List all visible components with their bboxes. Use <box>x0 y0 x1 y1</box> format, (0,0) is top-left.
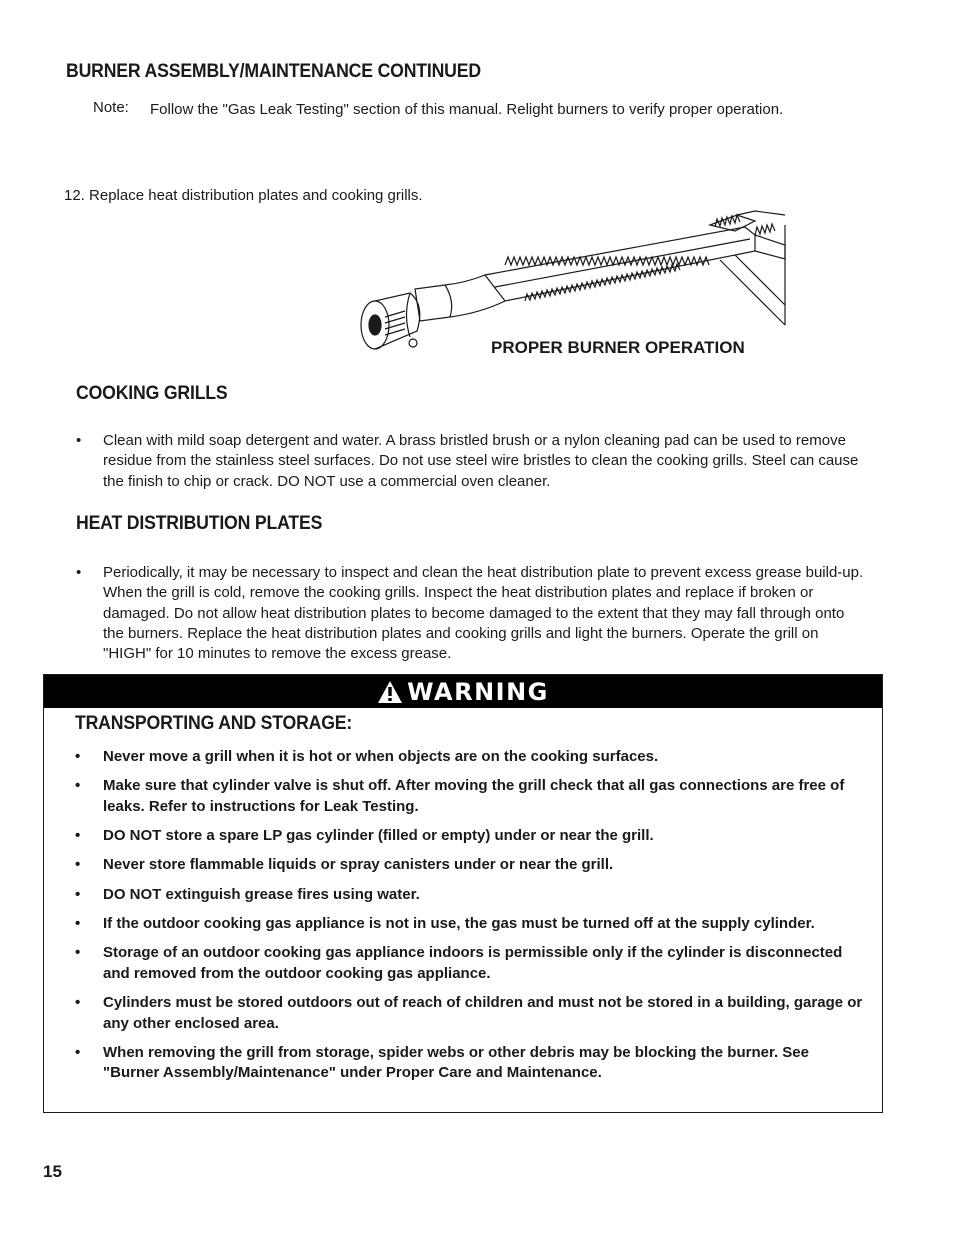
list-item-text: DO NOT extinguish grease fires using water. <box>103 885 420 903</box>
warning-box <box>43 674 883 1113</box>
list-item <box>75 943 865 984</box>
burner-flames-back <box>505 257 709 265</box>
list-item <box>75 1043 865 1084</box>
list-item-text: If the outdoor cooking gas appliance is not in use, the gas must be turned off at the supply cylinder. <box>103 914 815 932</box>
bullet-glyph: • <box>75 827 81 845</box>
bullet-glyph: • <box>75 1043 81 1061</box>
warning-triangle-icon <box>377 680 403 704</box>
warning-list <box>75 747 865 1093</box>
list-item <box>75 776 865 817</box>
bullet-glyph: • <box>76 564 82 581</box>
list-item-text: Never move a grill when it is hot or when objects are on the cooking surfaces. <box>103 748 659 765</box>
list-item-text: When removing the grill from storage, spider webs or other debris may be blocking the burner. See "Burner Assembly/Maintenance" under Proper Care and Maintenance. <box>103 1043 809 1082</box>
list-item-text: Periodically, it may be necessary to inspect and clean the heat distribution plate to prevent excess grease build-up. When the grill is cold, remove the cooking grills. Inspect the heat distribution plates and replace if broken or damaged. Do not allow heat distribution plates to become damaged to the extent that they may fall through onto the burners. Replace the heat distribution plates and cooking grills and light the burners. Operate the grill on "HIGH" for 10 minutes to remove the excess grease. <box>103 564 864 663</box>
cooking-grills-list <box>76 431 866 492</box>
list-item <box>75 914 865 935</box>
bullet-glyph: • <box>75 994 81 1012</box>
heat-plates-list <box>76 563 866 664</box>
list-item <box>75 855 865 876</box>
cooking-grills-heading: COOKING GRILLS <box>76 383 228 404</box>
list-item-text: Never store flammable liquids or spray canisters under or near the grill. <box>103 856 614 874</box>
figure-caption: PROPER BURNER OPERATION <box>491 338 745 357</box>
bullet-glyph: • <box>75 944 81 962</box>
section-title-burner-assembly: BURNER ASSEMBLY/MAINTENANCE CONTINUED <box>66 61 481 82</box>
note-label: Note: <box>93 99 129 116</box>
list-item <box>76 431 866 492</box>
list-item <box>76 563 866 664</box>
list-item <box>75 747 865 768</box>
bullet-glyph: • <box>75 885 81 903</box>
burner-flames-front <box>525 264 680 301</box>
heat-distribution-plates-heading: HEAT DISTRIBUTION PLATES <box>76 513 323 534</box>
bullet-glyph: • <box>75 856 81 874</box>
bullet-glyph: • <box>75 777 81 795</box>
page-number: 15 <box>43 1162 62 1181</box>
list-item-text: Cylinders must be stored outdoors out of reach of children and must not be stored in a building, garage or any other enclosed area. <box>103 994 863 1032</box>
list-item-text: DO NOT store a spare LP gas cylinder (filled or empty) under or near the grill. <box>103 827 654 845</box>
list-item <box>75 885 865 906</box>
list-item <box>75 826 865 847</box>
warning-title: WARNING <box>407 677 549 706</box>
bullet-glyph: • <box>76 432 82 449</box>
list-item-text: Storage of an outdoor cooking gas appliance indoors is permissible only if the cylinder is disconnected and removed from the outdoor cooking gas appliance. <box>103 944 843 982</box>
bullet-glyph: • <box>75 914 81 932</box>
list-item-text: Clean with mild soap detergent and water. A brass bristled brush or a nylon cleaning pad can be used to remove residue from the stainless steel surfaces. Do not use steel wire bristles to clean the cooking grills. Steel can cause the finish to chip or crack. DO NOT use a commercial oven cleaner. <box>103 432 859 490</box>
list-item-text: Make sure that cylinder valve is shut off. After moving the grill check that all gas connections are free of leaks. Refer to instructions for Leak Testing. <box>103 777 845 815</box>
bullet-glyph: • <box>75 748 81 765</box>
step-12-text: 12. Replace heat distribution plates and cooking grills. <box>64 187 423 204</box>
warning-banner <box>44 675 882 708</box>
transport-storage-heading: TRANSPORTING AND STORAGE: <box>75 713 353 734</box>
note-text: Follow the "Gas Leak Testing" section of this manual. Relight burners to verify proper operation. <box>150 101 784 118</box>
list-item <box>75 993 865 1034</box>
